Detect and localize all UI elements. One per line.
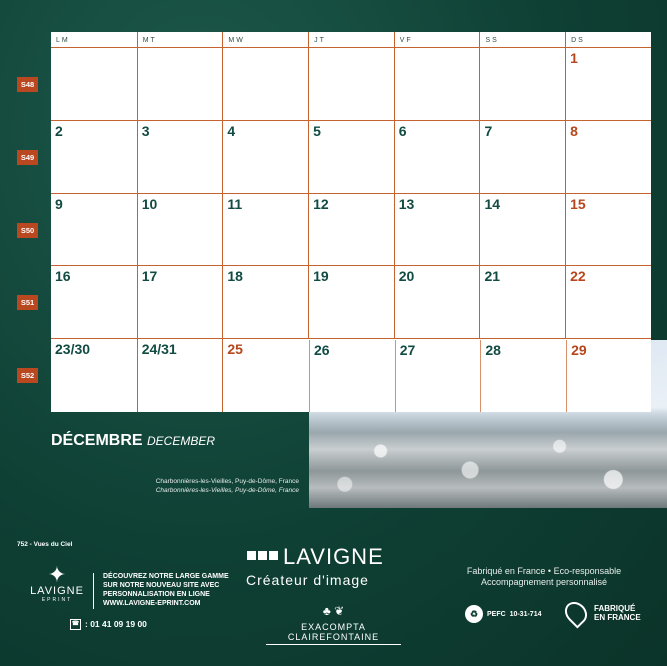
phone-number: ☎ : 01 41 09 19 00	[71, 619, 147, 629]
grid-logo-icon	[246, 548, 279, 566]
week-row	[51, 194, 651, 267]
weekday-thu: JT	[308, 32, 394, 47]
day-cell: 27	[395, 340, 481, 412]
day-cell	[137, 48, 223, 120]
day-cell: 14	[479, 194, 565, 266]
promo-text: DÉCOUVREZ NOTRE LARGE GAMME SUR NOTRE NOUVEAU SITE AVEC PERSONNALISATION EN LIGNE WWW.LAVIGNE-EPRINT.COM	[103, 573, 229, 607]
day-cell: 26	[309, 340, 395, 412]
day-cell-holiday: 25	[222, 339, 308, 412]
location-pin-icon	[560, 597, 591, 628]
pefc-icon: ♻	[465, 605, 483, 623]
weekday-sat: SS	[479, 32, 565, 47]
day-cell	[51, 48, 137, 120]
week-badge: S51	[17, 295, 38, 310]
week-badge: S49	[17, 150, 38, 165]
caption-en: Charbonnières-les-Vieilles, Puy-de-Dôme, France	[155, 487, 299, 494]
day-cell	[222, 48, 308, 120]
tree-icon: ♣ ❦	[322, 604, 345, 618]
day-cell: 24/31	[137, 339, 223, 412]
day-cell	[479, 48, 565, 120]
weekday-mon: LM	[56, 37, 70, 44]
day-cell: 17	[137, 266, 223, 338]
weekday-header	[51, 32, 651, 48]
day-cell: 23/30	[55, 341, 91, 358]
weekday-fri: VF	[394, 32, 480, 47]
day-cell-sunday: 15	[565, 194, 651, 266]
day-cell: 18	[222, 266, 308, 338]
day-cell	[308, 48, 394, 120]
caption-fr: Charbonnières-les-Vieilles, Puy-de-Dôme, France	[155, 478, 299, 485]
day-cell: 3	[137, 121, 223, 193]
day-cell-sunday: 1	[565, 48, 651, 120]
lavigne-logo: LAVIGNE Créateur d'image	[246, 544, 384, 588]
day-cell: 9	[55, 195, 63, 212]
day-cell: 6	[394, 121, 480, 193]
photo-overlay-days	[309, 340, 652, 412]
day-cell: 11	[222, 194, 308, 266]
month-name-fr: DÉCEMBRE	[51, 432, 143, 449]
lavigne-eprint-logo: ✦ LAVIGNE EPRINT	[22, 565, 92, 603]
day-cell: 19	[308, 266, 394, 338]
day-cell: 21	[479, 266, 565, 338]
week-row	[51, 266, 651, 339]
divider	[93, 573, 94, 609]
eco-text: Fabriqué en France • Eco-responsable Accompagnement personnalisé	[466, 566, 622, 587]
week-row	[51, 121, 651, 194]
day-cell	[394, 48, 480, 120]
exacompta-logo: ♣ ❦ EXACOMPTA CLAIREFONTAINE	[266, 604, 401, 645]
week-badge: S50	[17, 223, 38, 238]
day-cell-sunday: 22	[565, 266, 651, 338]
fabrique-badge: FABRIQUÉ EN FRANCE	[566, 601, 641, 625]
day-cell: 7	[479, 121, 565, 193]
week-badge: S52	[17, 368, 38, 383]
weekday-tue: MT	[137, 32, 223, 47]
bird-icon: ✦	[47, 562, 67, 587]
lavigne-tagline: Créateur d'image	[246, 572, 369, 588]
product-code: 752 - Vues du Ciel	[17, 541, 73, 548]
weekday-sun: DS	[565, 32, 651, 47]
day-cell: 12	[308, 194, 394, 266]
weekday-wed: MW	[222, 32, 308, 47]
day-cell-sunday: 29	[566, 340, 652, 412]
day-cell: 4	[222, 121, 308, 193]
week-badge: S48	[17, 77, 38, 92]
day-cell: 20	[394, 266, 480, 338]
day-cell: 28	[480, 340, 566, 412]
day-cell-sunday: 8	[565, 121, 651, 193]
month-name-en: DECEMBER	[147, 434, 216, 448]
day-cell: 10	[137, 194, 223, 266]
day-cell: 16	[55, 268, 71, 285]
day-cell: 5	[308, 121, 394, 193]
month-title	[51, 432, 215, 450]
day-cell: 2	[55, 122, 63, 139]
week-row	[51, 48, 651, 121]
pefc-badge: ♻ PEFC 10-31-714	[465, 605, 541, 623]
photo-caption	[156, 477, 299, 495]
day-cell: 13	[394, 194, 480, 266]
phone-icon: ☎	[70, 619, 81, 630]
